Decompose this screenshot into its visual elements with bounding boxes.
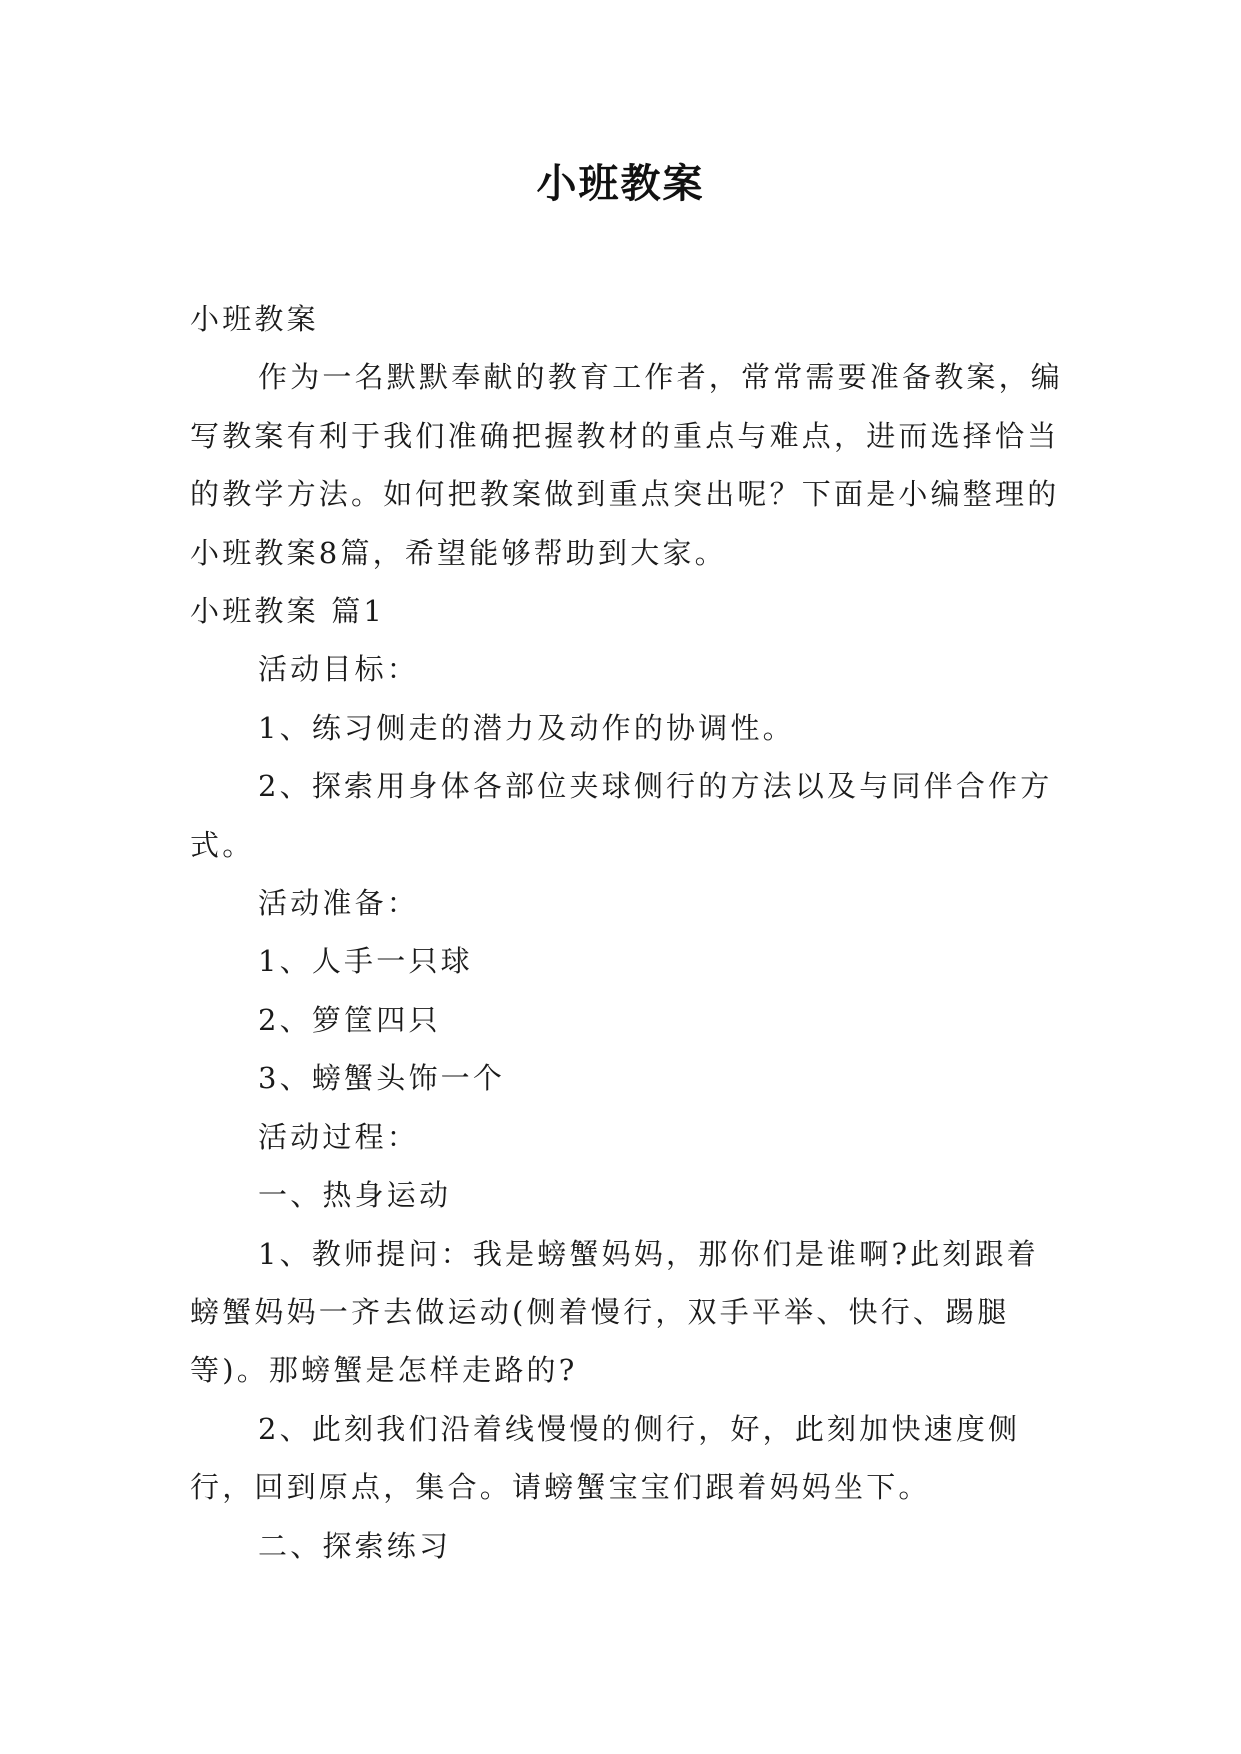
- intro-paragraph: 作为一名默默奉献的教育工作者，常常需要准备教案，编写教案有利于我们准确把握教材的重点与难点，进而选择恰当的教学方法。如何把教案做到重点突出呢？下面是小编整理的小班教案8篇，希望能够帮助到大家。: [190, 360, 1064, 570]
- list-item: 1、人手一只球: [258, 944, 473, 979]
- step-heading: 一、热身运动: [258, 1178, 452, 1213]
- list-item: 2、探索用身体各部位夹球侧行的方法以及与同伴合作方式。: [190, 769, 1053, 862]
- step-heading: 二、探索练习: [258, 1528, 452, 1563]
- page-title: 小班教案: [536, 161, 705, 207]
- document-body: [190, 290, 1066, 1575]
- subheading: 活动准备：: [258, 886, 420, 921]
- section-heading: 小班教案: [190, 302, 319, 336]
- list-item: 1、教师提问：我是螃蟹妈妈，那你们是谁啊?此刻跟着螃蟹妈妈一齐去做运动(侧着慢行，双手平举、快行、踢腿等)。那螃蟹是怎样走路的?: [190, 1236, 1039, 1388]
- subheading: 活动过程：: [258, 1119, 420, 1154]
- list-item: 2、此刻我们沿着线慢慢的侧行，好，此刻加快速度侧行，回到原点，集合。请螃蟹宝宝们跟着妈妈坐下。: [190, 1411, 1021, 1505]
- subheading: 活动目标：: [258, 652, 420, 687]
- list-item: 3、螃蟹头饰一个: [258, 1061, 506, 1096]
- section-heading: 小班教案 篇1: [190, 594, 386, 629]
- list-item: 2、箩筐四只: [258, 1002, 441, 1037]
- list-item: 1、练习侧走的潜力及动作的协调性。: [258, 710, 795, 745]
